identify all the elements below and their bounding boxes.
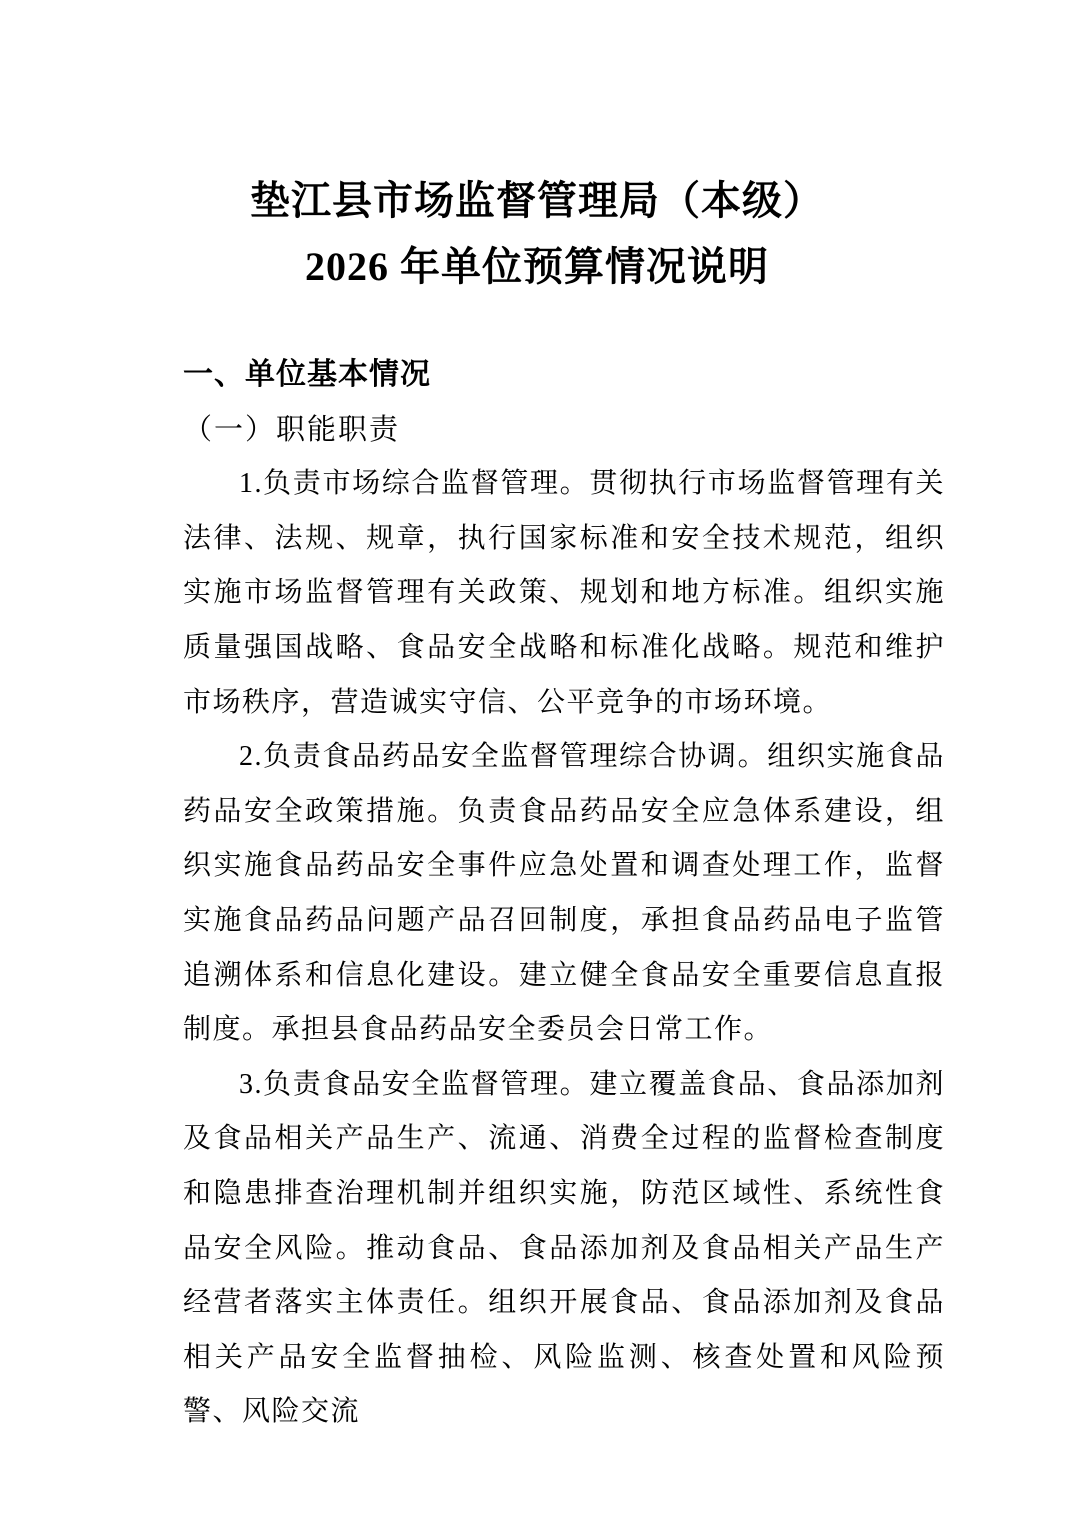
document-title-line-2: 2026 年单位预算情况说明 xyxy=(305,244,769,289)
document-body xyxy=(183,348,945,1440)
paragraph: 2.负责食品药品安全监督管理综合协调。组织实施食品药品安全政策措施。负责食品药品安全应急体系建设，组织实施食品药品安全事件应急处置和调查处理工作，监督实施食品药品问题产品召回制度，承担食品药品电子监管追溯体系和信息化建设。建立健全食品安全重要信息直报制度。承担县食品药品安全委员会日常工作。 xyxy=(183,741,945,1046)
document-title-line-1: 垫江县市场监督管理局（本级） xyxy=(250,178,824,223)
section-heading: 一、单位基本情况 xyxy=(183,358,431,391)
subsection-heading: （一）职能职责 xyxy=(183,413,401,446)
paragraph: 1.负责市场综合监督管理。贯彻执行市场监督管理有关法律、法规、规章，执行国家标准和安全技术规范，组织实施市场监督管理有关政策、规划和地方标准。组织实施质量强国战略、食品安全战略和标准化战略。规范和维护市场秩序，营造诚实守信、公平竞争的市场环境。 xyxy=(183,468,945,718)
paragraph: 3.负责食品安全监督管理。建立覆盖食品、食品添加剂及食品相关产品生产、流通、消费全过程的监督检查制度和隐患排查治理机制并组织实施，防范区域性、系统性食品安全风险。推动食品、食品添加剂及食品相关产品生产经营者落实主体责任。组织开展食品、食品添加剂及食品相关产品安全监督抽检、风险监测、核查处置和风险预警、风险交流 xyxy=(183,1068,945,1428)
paragraph-list xyxy=(183,457,945,1440)
document-title xyxy=(0,168,1074,300)
